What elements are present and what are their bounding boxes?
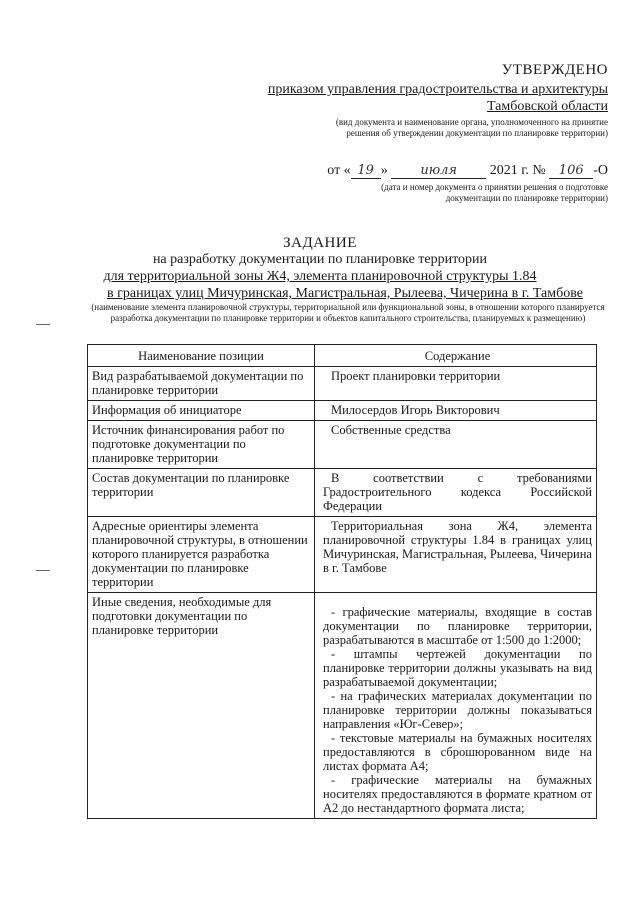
margin-mark xyxy=(36,570,50,571)
content-paragraph: - графические материалы на бумажных носителях предоставляются в формате кратном от А2 до нестандартного формата листа; xyxy=(323,773,592,815)
row-content xyxy=(315,367,597,401)
table-row xyxy=(88,469,597,517)
decision-date-row xyxy=(327,163,608,179)
row-name: Состав документации по планировке территории xyxy=(88,469,315,517)
row-name: Источник финансирования работ по подготовке документации по планировке территории xyxy=(88,421,315,469)
row-content xyxy=(315,517,597,593)
row-content xyxy=(315,593,597,819)
content-paragraph: - графические материалы, входящие в состав документации по планировке территории, разрабатываются в масштабе от 1:500 до 1:2000; xyxy=(323,605,592,647)
task-subtitle-line2 xyxy=(0,269,640,285)
row-content xyxy=(315,401,597,421)
table-header-row xyxy=(88,345,597,367)
content-paragraph: Территориальная зона Ж4, элемента планировочной структуры 1.84 в границах улиц Мичуринская, Магистральная, Рылеева, Чичерина в г. Тамбове xyxy=(323,519,592,575)
content-paragraph: В соответствии с требованиями Градостроительного кодекса Российской Федерации xyxy=(323,471,592,513)
content-paragraph: - на графических материалах документации по планировке территории должны показываться направления «Юг-Север»; xyxy=(323,689,592,731)
approval-title: УТВЕРЖДЕНО xyxy=(501,62,608,78)
date-quote-close: » xyxy=(380,163,388,178)
row-name: Информация об инициаторе xyxy=(88,401,315,421)
table-header-content: Содержание xyxy=(315,345,597,367)
table-row xyxy=(88,421,597,469)
row-content xyxy=(315,469,597,517)
table-header-position: Наименование позиции xyxy=(88,345,315,367)
document-number-suffix: -О xyxy=(593,163,608,178)
date-year-label: 2021 г. № xyxy=(489,163,546,178)
table-row xyxy=(88,401,597,421)
task-table xyxy=(87,344,597,819)
table-row xyxy=(88,517,597,593)
table-row xyxy=(88,367,597,401)
approving-org-note: (вид документа и наименование органа, уполномоченного на принятие решения об утверждении документации по планировке территории) xyxy=(335,117,608,138)
approving-order-line: приказом управления градостроительства и архитектуры xyxy=(267,82,608,97)
task-subtitle-line1: на разработку документации по планировке территории xyxy=(152,252,488,267)
content-paragraph: - текстовые материалы на бумажных носителях предоставляются в сброшюрованном виде на листах формата А4; xyxy=(323,731,592,773)
date-note: (дата и номер документа о принятии решения о подготовке документации по планировке территории) xyxy=(381,182,608,203)
table-row xyxy=(88,593,597,819)
document-number: 106 xyxy=(549,163,593,179)
date-month: июля xyxy=(391,163,486,179)
task-subtitle-note: (наименование элемента планировочной структуры, территориальной или функциональной зоны, в отношении которого планируется разработка документации по планировке территории и объектов капитального строительства, планируемых к размещению) xyxy=(91,302,605,323)
task-subtitle-line2-text: для территориальной зоны Ж4, элемента планировочной структуры 1.84 xyxy=(103,269,537,284)
row-name: Адресные ориентиры элемента планировочной структуры, в отношении которого планируется разработка документации по планировке территории xyxy=(88,517,315,593)
date-day: 19 xyxy=(351,163,381,179)
task-subtitle-line3: в границах улиц Мичуринская, Магистральная, Рылеева, Чичерина в г. Тамбове xyxy=(107,286,583,301)
content-paragraph: Милосердов Игорь Викторович xyxy=(331,403,500,417)
row-name: Иные сведения, необходимые для подготовки документации по планировке территории xyxy=(88,593,315,819)
approving-region-line: Тамбовской области xyxy=(486,99,608,114)
content-paragraph: Собственные средства xyxy=(331,423,451,437)
content-paragraph: Проект планировки территории xyxy=(331,369,501,383)
content-paragraph: - штампы чертежей документации по планировке территории должны указывать на вид разрабатываемой документации; xyxy=(323,647,592,689)
margin-mark xyxy=(36,324,50,325)
row-content xyxy=(315,421,597,469)
row-name: Вид разрабатываемой документации по планировке территории xyxy=(88,367,315,401)
task-title: ЗАДАНИЕ xyxy=(283,235,357,251)
date-from-label: от « xyxy=(327,163,351,178)
